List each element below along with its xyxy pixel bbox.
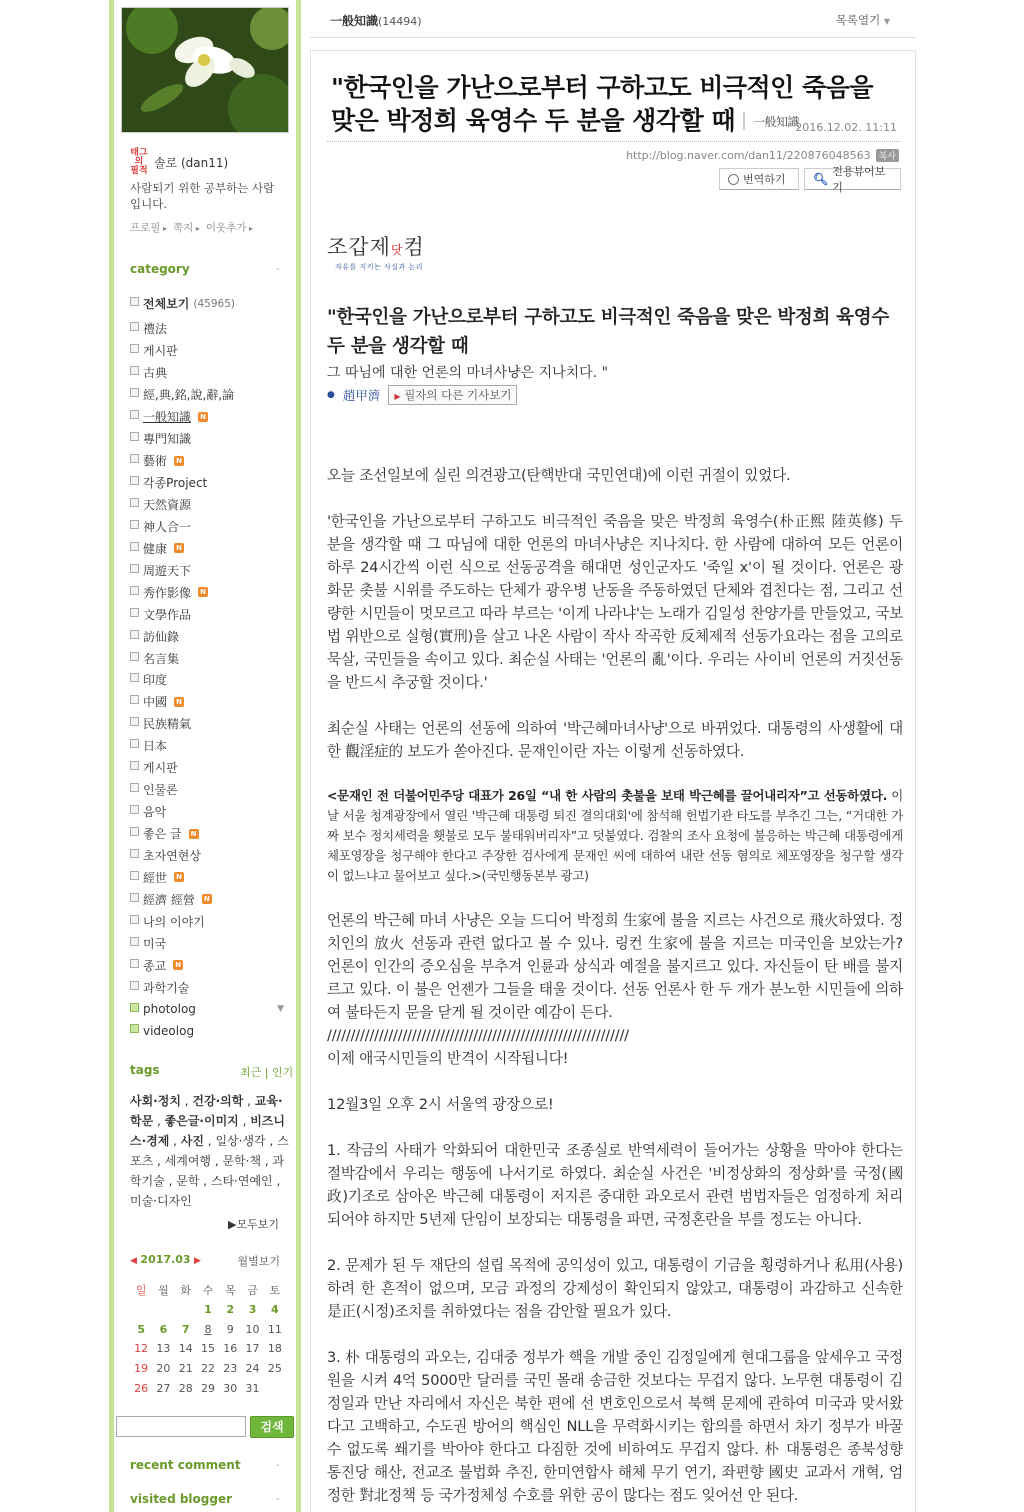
calendar-day[interactable]: 13: [156, 1342, 171, 1356]
category-item[interactable]: [130, 954, 290, 976]
calendar-month: 2017.03: [140, 1253, 191, 1266]
post-category[interactable]: 一般知識: [752, 115, 799, 129]
profile-name: [130, 149, 228, 176]
category-item[interactable]: [130, 845, 290, 867]
folder-icon: [130, 344, 139, 353]
blog-search-input[interactable]: [116, 1416, 246, 1437]
category-label: 종교: [143, 958, 167, 973]
category-item[interactable]: [130, 823, 290, 845]
calendar-day[interactable]: 23: [223, 1362, 238, 1376]
new-badge-icon: N: [198, 587, 208, 597]
category-item[interactable]: [130, 406, 290, 428]
calendar-day[interactable]: 25: [267, 1362, 282, 1376]
calendar-day[interactable]: 27: [156, 1381, 171, 1395]
category-label: 초자연현상: [143, 848, 201, 863]
sidebar: [116, 0, 294, 1512]
category-item[interactable]: [130, 537, 290, 559]
category-item[interactable]: [130, 318, 290, 340]
post: [310, 50, 916, 1512]
calendar-day[interactable]: 10: [245, 1322, 260, 1336]
category-label: photolog: [143, 1002, 196, 1017]
tag-link[interactable]: 문학: [176, 1174, 200, 1188]
calendar-day[interactable]: 28: [178, 1381, 193, 1395]
folder-icon: [130, 630, 139, 639]
category-label: 經濟 經營: [143, 892, 195, 907]
category-item[interactable]: [130, 289, 290, 318]
visited-blogger-title: visited blogger: [130, 1492, 233, 1506]
category-label: 좋은 글: [143, 827, 182, 842]
new-badge-icon: N: [198, 412, 208, 422]
calendar-day[interactable]: 1: [204, 1303, 212, 1317]
calendar-day[interactable]: 2: [226, 1303, 235, 1317]
category-label: videolog: [143, 1023, 195, 1038]
folder-icon: [130, 871, 139, 880]
category-label: 게시판: [143, 761, 178, 776]
new-badge-icon: N: [202, 894, 212, 904]
paragraph: 3. 朴 대통령의 과오는, 김대중 정부가 핵을 개발 중인 김정일에게 현대그룹을 앞세우고 국정원을 시켜 4억 5000만 달러를 국민 몰래 송금한 것보다는 무겁지 않다. 노무현 대통령이 김정일과 만난 자리에서 자신은 북한 편에 선 변호인으로서 북핵 문제에 관하여 미국과 맞서왔다고 고백하고, 수도권 방어의 핵심인 NLL을 무력화시키는 합의를 하면서 차기 정부가 바꿀 수 없도록 쐐기를 박아야 한다고 다짐한 것에 비하여도 무겁지 않다. 朴 대통령은 종북성향 통진당 해산, 전교조 불법화 추진, 한미연합사 해체 무기 연기, 좌편향 國史 교과서 개혁, 엄정한 對北정책 등 국가정체성 수호를 위한 공이 많다는 점도 잊어선 안 된다.: [327, 1349, 903, 1504]
category-label: 民族精氣: [143, 717, 192, 732]
calendar-day[interactable]: 12: [134, 1342, 149, 1356]
chevron-down-icon: ▼: [883, 17, 890, 26]
slash-divider: ////////////////////////////////////////////////////////////////: [327, 1027, 629, 1044]
weekday-label: 일: [135, 1283, 147, 1297]
category-toggle-icon[interactable]: -: [276, 264, 280, 275]
category-label: 秀作影像: [143, 585, 192, 600]
tags-title: tags: [130, 1063, 160, 1077]
main-content: [310, 0, 916, 1512]
calendar-day[interactable]: 22: [200, 1362, 215, 1376]
category-item[interactable]: [130, 866, 290, 888]
category-label: 藝術: [143, 454, 168, 469]
folder-icon: [130, 586, 139, 595]
category-label: 健康: [143, 541, 168, 556]
category-title: category: [130, 262, 190, 276]
add-neighbor-link[interactable]: 이웃추가 ▸: [206, 220, 253, 235]
recent-comment-toggle-icon[interactable]: -: [276, 1460, 280, 1471]
calendar-day[interactable]: 17: [245, 1342, 260, 1356]
post-url-text[interactable]: http://blog.naver.com/dan11/220876048563: [626, 149, 871, 162]
play-icon: ▶: [394, 392, 401, 401]
category-item[interactable]: [130, 910, 290, 932]
blogger-name[interactable]: 솔로 (dan11): [154, 156, 229, 170]
bullet-icon: ●: [327, 390, 335, 400]
rally-line: 이제 애국시민들의 반격이 시작됩니다!: [327, 1050, 569, 1067]
category-item[interactable]: [130, 472, 290, 494]
tag-link[interactable]: 문학·책: [222, 1154, 262, 1168]
folder-icon: [130, 893, 139, 902]
chevron-down-icon[interactable]: ▼: [277, 1004, 284, 1015]
article-author[interactable]: 趙甲濟: [342, 388, 381, 403]
category-label: 미국: [143, 936, 167, 951]
category-item[interactable]: [130, 691, 290, 713]
calendar-day[interactable]: 14: [178, 1342, 193, 1356]
calendar-day[interactable]: 31: [245, 1381, 260, 1395]
tag-link[interactable]: 교육·학문: [130, 1094, 283, 1128]
search-icon: 🔍︎: [813, 172, 829, 186]
calendar-grid: [130, 1280, 286, 1398]
folder-icon: [130, 739, 139, 748]
folder-icon: [130, 542, 139, 551]
folder-icon: [130, 564, 139, 573]
category-item[interactable]: [130, 515, 290, 537]
category-item[interactable]: [130, 1020, 290, 1042]
category-label: 中國: [143, 695, 168, 710]
tag-cloud: 사회·정치 , 건강·의학 , 교육·학문 , 좋은글·이미지 , 비즈니스·경제 , 사진 , 일상·생각 , 스포츠 , 세계여행 , 문학·책 , 과학기술 , 문학 , 스타·연예인 , 미술·디자인: [130, 1094, 289, 1208]
folder-icon: [130, 322, 139, 331]
new-badge-icon: N: [174, 697, 184, 707]
new-badge-icon: N: [189, 829, 199, 839]
category-item[interactable]: [130, 340, 290, 362]
calendar-day[interactable]: 26: [134, 1381, 149, 1395]
folder-icon: [130, 717, 139, 726]
copy-url-button[interactable]: 복사: [876, 149, 899, 162]
folder-icon: [130, 915, 139, 924]
tag-link[interactable]: 과학기술: [130, 1154, 285, 1188]
calendar-day[interactable]: 8: [204, 1322, 212, 1336]
category-item[interactable]: [130, 647, 290, 669]
weekday-label: 토: [269, 1283, 281, 1297]
category-label: 周遊天下: [143, 563, 192, 578]
calendar-day[interactable]: 18: [267, 1342, 282, 1356]
tag-link[interactable]: 비즈니스·경제: [130, 1114, 285, 1148]
calendar-day[interactable]: 19: [134, 1362, 149, 1376]
post-date: 2016.12.02. 11:11: [795, 121, 897, 134]
category-label: 음악: [143, 805, 167, 820]
weekday-label: 목: [224, 1283, 236, 1297]
weekday-label: 화: [180, 1283, 192, 1297]
category-item[interactable]: [130, 669, 290, 691]
title-divider: [743, 112, 745, 130]
paragraph: 오늘 조선일보에 실린 의견광고(탄핵반대 국민연대)에 이런 귀절이 있었다.: [327, 467, 791, 484]
paragraph: 2. 문제가 된 두 재단의 설립 목적에 공익성이 있고, 대통령이 기금을 횡령하거나 私用(사용)하려 한 흔적이 없으며, 모금 과정의 강제성이 확인되지 않았고, 대통령이 과감하고 신속한 是正(시정)조치를 취하였다는 점을 감안할 필요가 있다.: [327, 1257, 903, 1320]
category-item[interactable]: [130, 998, 290, 1020]
recent-comment-title: recent comment: [130, 1458, 241, 1472]
category-item[interactable]: [130, 779, 290, 801]
media-folder-icon: [130, 1003, 139, 1012]
calendar-day[interactable]: 24: [245, 1362, 260, 1376]
weekday-label: 월: [158, 1283, 169, 1297]
calendar-day: [130, 1300, 152, 1320]
weekday-label: 금: [247, 1283, 258, 1297]
category-item[interactable]: [130, 735, 290, 757]
category-item[interactable]: [130, 384, 290, 406]
category-label: 文學作品: [143, 607, 192, 622]
quote-lead: <문재인 전 더불어민주당 대표가 26일 “내 한 사람의 촛불을 보태 박근혜를 끌어내리자”고 선동하였다.: [327, 788, 888, 803]
new-badge-icon: N: [174, 456, 184, 466]
folder-icon: [130, 673, 139, 682]
category-item[interactable]: [130, 976, 290, 998]
paragraph: 1. 작금의 사태가 악화되어 대한민국 조종실로 반역세력이 들어가는 상황을 막아야 한다는 절박감에서 우리는 행동에 나서기로 하였다. 최순실 사건은 '비정상화의 정상화'를 국정(國政)기조로 삼아온 박근혜 대통령이 저지른 중대한 과오로서 관련 범법자들은 엄정하게 처리되어야 하지만 5년제 단임이 보장되는 대통령을 파면, 국정혼란을 부를 정도는 아니다.: [327, 1142, 903, 1228]
calendar-day[interactable]: 30: [223, 1381, 238, 1395]
folder-icon: [130, 937, 139, 946]
tags-view-all-link[interactable]: ▶모두보기: [228, 1218, 279, 1231]
calendar-day[interactable]: 6: [159, 1322, 168, 1336]
tag-link[interactable]: 스포츠: [130, 1134, 289, 1168]
profile-intro: 사람되기 위한 공부하는 사람입니다.: [130, 181, 275, 211]
calendar-day[interactable]: 15: [200, 1342, 215, 1356]
category-item[interactable]: [130, 713, 290, 735]
category-item[interactable]: [130, 603, 290, 625]
calendar-day: [152, 1300, 174, 1320]
message-link[interactable]: 쪽지 ▸: [173, 220, 200, 235]
folder-icon: [130, 981, 139, 990]
calendar-header: [130, 1253, 292, 1266]
calendar-day[interactable]: 5: [137, 1322, 145, 1336]
category-label: 經世: [143, 870, 168, 885]
category-label: 神人合一: [143, 519, 192, 534]
category-label: 과학기술: [143, 980, 190, 995]
article-headline: "한국인을 가난으로부터 구하고도 비극적인 죽음을 맞은 박정희 육영수 두 분을 생각할 때: [327, 307, 889, 357]
calendar-day[interactable]: 16: [223, 1342, 238, 1356]
category-label: 나의 이야기: [143, 914, 205, 929]
folder-icon: [130, 761, 139, 770]
category-item[interactable]: [130, 450, 290, 472]
tag-link[interactable]: 건강·의학: [192, 1094, 244, 1108]
profile-photo[interactable]: [121, 7, 289, 133]
category-label: 인물론: [143, 783, 178, 798]
globe-icon: [728, 174, 739, 185]
category-label: 각종Project: [143, 476, 208, 491]
category-label: 一般知識: [143, 410, 192, 425]
new-badge-icon: N: [173, 960, 183, 970]
title-divider-line: [327, 141, 901, 142]
folder-icon: [130, 388, 139, 397]
article-body: [327, 464, 903, 1512]
calendar-day[interactable]: 9: [226, 1322, 234, 1336]
calendar-next-icon[interactable]: ▶: [194, 1256, 201, 1266]
folder-icon: [130, 297, 139, 306]
tag-link[interactable]: 사진: [180, 1134, 204, 1148]
category-item[interactable]: [130, 428, 290, 450]
other-articles-button[interactable]: ▶ 필자의 다른 기사보기: [388, 385, 517, 405]
category-label: 名言集: [143, 651, 180, 666]
folder-icon: [130, 498, 139, 507]
tags-tabs[interactable]: 최근 | 인기: [240, 1066, 294, 1079]
category-count: (45965): [193, 297, 235, 310]
sidebar-left-border: [109, 0, 114, 1512]
category-item[interactable]: [130, 559, 290, 581]
folder-icon: [130, 783, 139, 792]
calendar-day[interactable]: 4: [271, 1303, 279, 1317]
article-deck: 그 따님에 대한 언론의 마녀사냥은 지나치다. ": [327, 365, 609, 381]
calendar-day: [175, 1300, 197, 1320]
tag-link[interactable]: 미술·디자인: [130, 1194, 192, 1208]
article-byline: [327, 385, 517, 405]
category-label: 게시판: [143, 344, 178, 359]
category-label: 古典: [143, 366, 168, 381]
quoted-ad: [327, 786, 903, 886]
sidebar-right-border: [296, 0, 301, 1512]
paragraph: 최순실 사태는 언론의 선동에 의하여 '박근혜마녀사냥'으로 바뀌었다. 대통령의 사생활에 대한 觀淫症的 보도가 쏟아진다. 문재인이란 자는 이렇게 선동하였다.: [327, 720, 903, 760]
calendar-prev-icon[interactable]: ◀: [130, 1256, 137, 1266]
chogabje-logo: 조갑제닷컴 자유를 지키는 사실과 논리: [327, 235, 425, 271]
tag-link[interactable]: 좋은글·이미지: [164, 1114, 239, 1128]
folder-icon: [130, 827, 139, 836]
tag-link[interactable]: 사회·정치: [130, 1094, 181, 1108]
category-label: 日本: [143, 739, 168, 754]
category-item[interactable]: [130, 888, 290, 910]
blog-search-button[interactable]: 검색: [250, 1416, 294, 1438]
category-label: 經,典,銘,說,辭,論: [143, 388, 235, 403]
profile-link[interactable]: 프로필 ▸: [130, 220, 167, 235]
felt-badge-icon: 태그의 필적: [130, 148, 148, 176]
profile-links: [130, 220, 253, 235]
folder-icon: [130, 805, 139, 814]
category-label: 天然資源: [143, 497, 192, 512]
category-item[interactable]: [130, 494, 290, 516]
paragraph: 언론의 박근혜 마녀 사냥은 오늘 드디어 박정희 生家에 불을 지르는 사건으로 飛火하였다. 정치인의 放火 선동과 관련 없다고 볼 수 있나. 링컨 生家에 불을 지르는 미국인을 보았는가? 언론이 인간의 증오심을 부추겨 인륜과 상식과 예절을 불지르고 있다. 자신들이 탄 배를 불지르고 있다. 이 불은 언젠가 그들을 태울 것이다. 선동 언론사 한 두 개가 분노한 시민들에 의하여 불타든지 문을 닫게 될 것이란 예감이 든다.: [327, 912, 903, 1021]
calendar-day[interactable]: 7: [181, 1322, 190, 1336]
calendar-day[interactable]: 3: [248, 1303, 257, 1317]
weekday-label: 수: [202, 1283, 214, 1297]
calendar-day: [264, 1378, 286, 1398]
folder-icon: [130, 410, 139, 419]
quote-rest: 이날 서울 청계광장에서 열린 '박근혜 대통령 퇴진 결의대회'에 참석해 헌법기관 타도를 부추긴 그는, “거대한 가짜 보수 정치세력을 횃불로 모두 불태워버리자”고 덧붙였다. 검찰의 조사 요청에 불응하는 박근혜 대통령에게 체포영장을 청구해야 한다고 주장한 검사에게 문재인 씨에 대하여 내란 선동 혐의로 체포영장을 청구할 생각이 없느냐고 물어보고 싶다.>(국민행동본부 광고): [327, 788, 903, 883]
category-label: 전체보기: [143, 297, 190, 311]
category-list: [130, 289, 290, 1042]
post-title: "한국인을 가난으로부터 구하고도 비극적인 죽음을 맞은 박정희 육영수 두 분을 생각할 때 一般知識: [331, 73, 873, 135]
category-label: 訪仙錄: [143, 629, 180, 644]
category-label: 印度: [143, 673, 168, 688]
dedicated-viewer-button[interactable]: 🔍︎ 전용뷰어보기: [804, 168, 901, 190]
tag-link[interactable]: 일상·생각: [215, 1134, 266, 1148]
category-item[interactable]: [130, 757, 290, 779]
category-item[interactable]: [130, 362, 290, 384]
new-badge-icon: N: [174, 872, 184, 882]
category-item[interactable]: [130, 801, 290, 823]
translate-button[interactable]: 번역하기: [719, 168, 799, 190]
folder-icon: [130, 454, 139, 463]
calendar-day[interactable]: 29: [200, 1381, 215, 1395]
category-label: 專門知識: [143, 432, 192, 447]
folder-icon: [130, 432, 139, 441]
category-item[interactable]: [130, 581, 290, 603]
new-badge-icon: N: [174, 543, 184, 553]
calendar-day[interactable]: 21: [178, 1362, 193, 1376]
calendar-monthly-view[interactable]: 월별보기: [237, 1255, 280, 1268]
folder-icon: [130, 520, 139, 529]
folder-icon: [130, 608, 139, 617]
list-toggle-button[interactable]: 목록열기 ▼: [835, 13, 890, 27]
folder-icon: [130, 695, 139, 704]
category-item[interactable]: [130, 625, 290, 647]
folder-icon: [130, 959, 139, 968]
calendar-day[interactable]: 11: [267, 1322, 282, 1336]
topbar-count: (14494): [378, 15, 422, 28]
post-url: [626, 149, 899, 162]
visited-blogger-toggle-icon[interactable]: -: [276, 1494, 280, 1505]
folder-icon: [130, 476, 139, 485]
folder-icon: [130, 849, 139, 858]
category-label: 禮法: [143, 322, 168, 337]
paragraph: '한국인을 가난으로부터 구하고도 비극적인 죽음을 맞은 박정희 육영수(朴正熙 陸英修) 두 분을 생각할 때 그 따님에 대한 언론의 마녀사냥은 지나치다. 한 사람에 대하여 모든 언론이 하루 24시간씩 이런 식으로 선동공격을 해대면 성인군자도 '죽일 x'이 될 것이다. 언론은 광화문 촛불 시위를 주도하는 단체가 광우병 난동을 주동하였던 단체와 겹친다는 점, 그리고 선량한 시민들이 멋모르고 따라 부르는 '이게 나라냐'는 노래가 김일성 찬양가를 만들었고, 국보법 위반으로 실형(實刑)을 살고 나온 사람이 작사 작곡한 反체제적 선동가요라는 점을 고의로 묵살, 국민들을 속이고 있다. 최순실 사태는 '언론의 亂'이다. 우리는 사이비 언론의 거짓선동을 반드시 추궁할 것이다.': [327, 513, 903, 691]
media-folder-icon: [130, 1024, 139, 1033]
topbar-category[interactable]: 一般知識(14494): [330, 14, 422, 28]
tag-link[interactable]: 세계여행: [164, 1154, 212, 1168]
folder-icon: [130, 652, 139, 661]
folder-icon: [130, 366, 139, 375]
category-item[interactable]: [130, 932, 290, 954]
tag-link[interactable]: 스타·연예인: [210, 1174, 273, 1188]
post-topbar: [310, 0, 916, 38]
paragraph: 12월3일 오후 2시 서울역 광장으로!: [327, 1096, 554, 1113]
calendar-day[interactable]: 20: [156, 1362, 171, 1376]
